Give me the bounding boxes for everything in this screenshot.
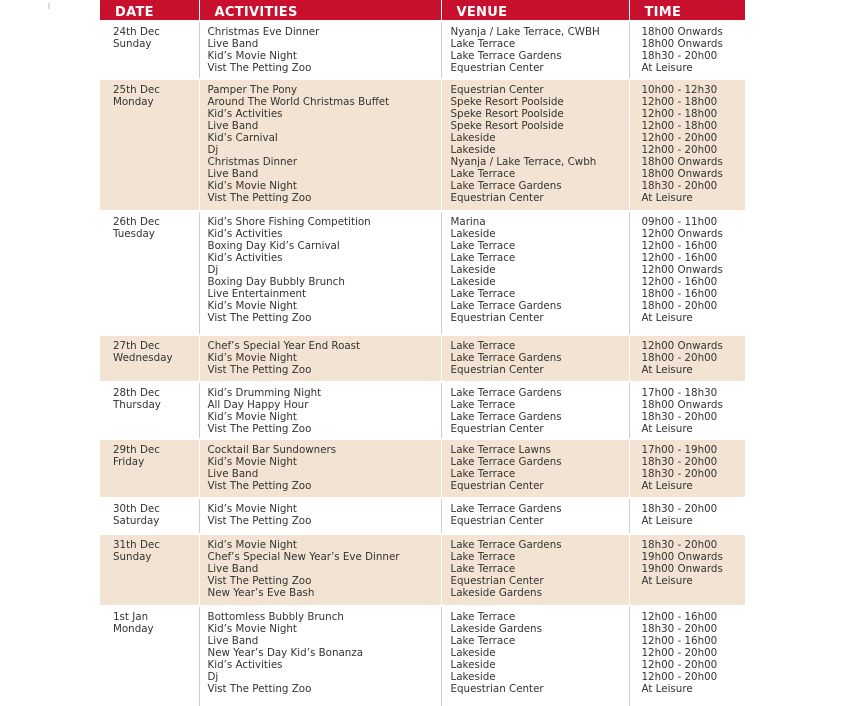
time-item: 12h00 - 18h00 <box>641 120 718 132</box>
activities-cell <box>199 211 441 335</box>
day-weekday: Monday <box>113 623 154 635</box>
activity-item: Chef’s Special New Year’s Eve Dinner <box>207 551 400 563</box>
day-weekday: Wednesday <box>113 352 173 364</box>
table-row <box>100 211 745 335</box>
time-item: 18h00 Onwards <box>641 168 723 180</box>
venue-item: Lakeside Gardens <box>450 623 542 635</box>
time-item: 12h00 - 16h00 <box>641 252 718 264</box>
venue-item: Lake Terrace Gardens <box>450 503 562 515</box>
time-item: 12h00 - 20h00 <box>641 647 718 659</box>
time-item: At Leisure <box>641 62 693 74</box>
venue-item: Lakeside <box>450 264 496 276</box>
time-item: 18h30 - 20h00 <box>641 50 718 62</box>
venue-cell <box>441 534 629 606</box>
venue-item: Equestrian Center <box>450 575 544 587</box>
time-cell <box>629 439 745 498</box>
activity-item: Kid’s Activities <box>207 228 283 240</box>
day-weekday: Monday <box>113 96 154 108</box>
time-item: 09h00 - 11h00 <box>641 216 718 228</box>
time-item: 18h00 - 20h00 <box>641 352 718 364</box>
activity-item: Pamper The Pony <box>207 84 298 96</box>
table-row <box>100 606 745 706</box>
activity-item: Kid’s Activities <box>207 252 283 264</box>
table-row <box>100 439 745 498</box>
venue-item: Lake Terrace Gardens <box>450 300 562 312</box>
activity-item: Vist The Petting Zoo <box>207 312 312 324</box>
time-item: 19h00 Onwards <box>641 551 723 563</box>
time-item: 12h00 - 18h00 <box>641 108 718 120</box>
time-item: 12h00 - 20h00 <box>641 132 718 144</box>
time-cell <box>629 534 745 606</box>
venue-item: Lake Terrace Gardens <box>450 387 562 399</box>
time-item: 18h00 - 20h00 <box>641 300 718 312</box>
venue-item: Lake Terrace <box>450 240 516 252</box>
time-item: At Leisure <box>641 575 693 587</box>
date-cell <box>100 439 199 498</box>
activity-item: Kid’s Carnival <box>207 132 278 144</box>
date-cell <box>100 382 199 439</box>
time-item: 18h30 - 20h00 <box>641 623 718 635</box>
day-weekday: Sunday <box>113 38 152 50</box>
time-item: At Leisure <box>641 192 693 204</box>
activity-item: Vist The Petting Zoo <box>207 423 312 435</box>
date-cell <box>100 21 199 79</box>
venue-item: Lakeside <box>450 659 496 671</box>
activity-item: Kid’s Shore Fishing Competition <box>207 216 371 228</box>
venue-item: Lake Terrace <box>450 468 516 480</box>
time-item: 10h00 - 12h30 <box>641 84 718 96</box>
time-cell <box>629 79 745 211</box>
venue-item: Lake Terrace Gardens <box>450 50 562 62</box>
activity-item: Live Band <box>207 468 259 480</box>
activity-item: Kid’s Movie Night <box>207 180 297 192</box>
activity-item: Kid’s Movie Night <box>207 503 297 515</box>
activity-item: Christmas Eve Dinner <box>207 26 320 38</box>
time-item: 12h00 - 16h00 <box>641 635 718 647</box>
activity-item: Kid’s Movie Night <box>207 623 297 635</box>
day-weekday: Saturday <box>113 515 160 527</box>
time-item: 12h00 Onwards <box>641 228 723 240</box>
table-row <box>100 79 745 211</box>
activity-item: Kid’s Activities <box>207 108 283 120</box>
venue-item: Lake Terrace Gardens <box>450 411 562 423</box>
table-row <box>100 498 745 534</box>
venue-item: Speke Resort Poolside <box>450 108 564 120</box>
activities-cell <box>199 382 441 439</box>
venue-item: Lake Terrace <box>450 551 516 563</box>
venue-cell <box>441 382 629 439</box>
venue-item: Lakeside <box>450 671 496 683</box>
time-item: 12h00 - 20h00 <box>641 144 718 156</box>
venue-item: Speke Resort Poolside <box>450 96 564 108</box>
venue-item: Equestrian Center <box>450 423 544 435</box>
venue-cell <box>441 335 629 382</box>
day-weekday: Sunday <box>113 551 152 563</box>
time-item: At Leisure <box>641 515 693 527</box>
activity-item: Live Band <box>207 635 259 647</box>
time-item: 18h30 - 20h00 <box>641 411 718 423</box>
venue-cell <box>441 211 629 335</box>
time-item: 17h00 - 19h00 <box>641 444 718 456</box>
venue-item: Equestrian Center <box>450 683 544 695</box>
activity-item: Live Band <box>207 38 259 50</box>
activity-item: Kid’s Movie Night <box>207 50 297 62</box>
activity-item: Vist The Petting Zoo <box>207 480 312 492</box>
time-item: At Leisure <box>641 364 693 376</box>
venue-item: Lakeside <box>450 144 496 156</box>
time-item: 12h00 - 16h00 <box>641 611 718 623</box>
table-header-row <box>100 0 745 21</box>
activity-item: Dj <box>207 144 219 156</box>
venue-item: Equestrian Center <box>450 312 544 324</box>
activity-item: Live Band <box>207 563 259 575</box>
activity-item: Kid’s Activities <box>207 659 283 671</box>
day-date: 28th Dec <box>113 387 160 399</box>
activity-item: Live Band <box>207 168 259 180</box>
date-cell <box>100 498 199 534</box>
activity-item: Christmas Dinner <box>207 156 298 168</box>
time-item: 12h00 - 20h00 <box>641 671 718 683</box>
header-date: DATE <box>100 0 199 21</box>
time-item: At Leisure <box>641 683 693 695</box>
activity-item: Cocktail Bar Sundowners <box>207 444 337 456</box>
activity-item: Vist The Petting Zoo <box>207 364 312 376</box>
venue-item: Lake Terrace <box>450 340 516 352</box>
time-cell <box>629 382 745 439</box>
table-row <box>100 21 745 79</box>
activity-item: Kid’s Movie Night <box>207 411 297 423</box>
activities-cell <box>199 498 441 534</box>
time-item: 12h00 Onwards <box>641 340 723 352</box>
venue-item: Lake Terrace <box>450 611 516 623</box>
date-cell <box>100 79 199 211</box>
time-item: 18h30 - 20h00 <box>641 180 718 192</box>
day-date: 30th Dec <box>113 503 160 515</box>
venue-item: Lake Terrace <box>450 635 516 647</box>
table-row <box>100 534 745 606</box>
venue-item: Lakeside <box>450 276 496 288</box>
day-date: 31th Dec <box>113 539 160 551</box>
venue-item: Lake Terrace <box>450 252 516 264</box>
activity-item: Bottomless Bubbly Brunch <box>207 611 344 623</box>
time-cell <box>629 335 745 382</box>
holiday-schedule-table <box>100 0 745 706</box>
venue-cell <box>441 79 629 211</box>
venue-item: Lake Terrace Gardens <box>450 456 562 468</box>
activity-item: Boxing Day Kid’s Carnival <box>207 240 340 252</box>
venue-item: Lakeside <box>450 132 496 144</box>
venue-item: Lake Terrace <box>450 38 516 50</box>
activities-cell <box>199 21 441 79</box>
time-item: 12h00 - 18h00 <box>641 96 718 108</box>
time-item: 18h30 - 20h00 <box>641 456 718 468</box>
day-date: 25th Dec <box>113 84 160 96</box>
time-item: 19h00 Onwards <box>641 563 723 575</box>
time-item: 17h00 - 18h30 <box>641 387 718 399</box>
date-cell <box>100 534 199 606</box>
activity-item: Kid’s Movie Night <box>207 456 297 468</box>
venue-item: Marina <box>450 216 486 228</box>
activity-item: Around The World Christmas Buffet <box>207 96 390 108</box>
venue-item: Lakeside Gardens <box>450 587 542 599</box>
venue-item: Equestrian Center <box>450 62 544 74</box>
activity-item: Dj <box>207 671 219 683</box>
time-cell <box>629 211 745 335</box>
day-date: 27th Dec <box>113 340 160 352</box>
activity-item: Vist The Petting Zoo <box>207 575 312 587</box>
time-cell <box>629 21 745 79</box>
time-item: 12h00 - 16h00 <box>641 276 718 288</box>
day-date: 26th Dec <box>113 216 160 228</box>
day-date: 24th Dec <box>113 26 160 38</box>
time-item: 12h00 Onwards <box>641 264 723 276</box>
activity-item: Kid’s Movie Night <box>207 300 297 312</box>
activities-cell <box>199 439 441 498</box>
activities-cell <box>199 335 441 382</box>
venue-item: Nyanja / Lake Terrace, CWBH <box>450 26 600 38</box>
venue-item: Equestrian Center <box>450 364 544 376</box>
venue-item: Equestrian Center <box>450 84 544 96</box>
table-row <box>100 382 745 439</box>
activities-cell <box>199 534 441 606</box>
venue-item: Lake Terrace <box>450 168 516 180</box>
venue-cell <box>441 439 629 498</box>
activity-item: All Day Happy Hour <box>207 399 309 411</box>
day-weekday: Tuesday <box>113 228 155 240</box>
time-item: 12h00 - 16h00 <box>641 240 718 252</box>
time-item: 18h30 - 20h00 <box>641 503 718 515</box>
venue-item: Lake Terrace <box>450 399 516 411</box>
activity-item: Vist The Petting Zoo <box>207 62 312 74</box>
time-item: 18h30 - 20h00 <box>641 539 718 551</box>
time-item: At Leisure <box>641 480 693 492</box>
venue-item: Lakeside <box>450 647 496 659</box>
venue-cell <box>441 21 629 79</box>
venue-item: Equestrian Center <box>450 480 544 492</box>
venue-item: Lakeside <box>450 228 496 240</box>
activity-item: Live Entertainment <box>207 288 307 300</box>
activity-item: Vist The Petting Zoo <box>207 683 312 695</box>
activity-item: Chef’s Special Year End Roast <box>207 340 361 352</box>
time-item: 18h00 Onwards <box>641 156 723 168</box>
activity-item: Kid’s Drumming Night <box>207 387 322 399</box>
venue-item: Lake Terrace Gardens <box>450 539 562 551</box>
venue-cell <box>441 606 629 706</box>
activity-item: Boxing Day Bubbly Brunch <box>207 276 345 288</box>
time-item: At Leisure <box>641 312 693 324</box>
time-item: 12h00 - 20h00 <box>641 659 718 671</box>
venue-item: Lake Terrace Lawns <box>450 444 551 456</box>
header-time: TIME <box>629 0 745 21</box>
venue-cell <box>441 498 629 534</box>
date-cell <box>100 606 199 706</box>
venue-item: Lake Terrace <box>450 563 516 575</box>
venue-item: Lake Terrace <box>450 288 516 300</box>
activity-item: Vist The Petting Zoo <box>207 192 312 204</box>
venue-item: Equestrian Center <box>450 515 544 527</box>
day-weekday: Thursday <box>113 399 161 411</box>
activity-item: Kid’s Movie Night <box>207 352 297 364</box>
date-cell <box>100 211 199 335</box>
activities-cell <box>199 606 441 706</box>
venue-item: Nyanja / Lake Terrace, Cwbh <box>450 156 597 168</box>
activity-item: New Year’s Eve Bash <box>207 587 315 599</box>
schedule-body <box>100 21 745 706</box>
activity-item: Vist The Petting Zoo <box>207 515 312 527</box>
venue-item: Speke Resort Poolside <box>450 120 564 132</box>
time-cell <box>629 606 745 706</box>
date-cell <box>100 335 199 382</box>
time-item: 18h00 - 16h00 <box>641 288 718 300</box>
day-weekday: Friday <box>113 456 145 468</box>
time-item: 18h00 Onwards <box>641 38 723 50</box>
day-date: 1st Jan <box>113 611 149 623</box>
day-date: 29th Dec <box>113 444 160 456</box>
time-item: 18h00 Onwards <box>641 399 723 411</box>
activity-item: Live Band <box>207 120 259 132</box>
time-item: At Leisure <box>641 423 693 435</box>
time-item: 18h30 - 20h00 <box>641 468 718 480</box>
venue-item: Lake Terrace Gardens <box>450 180 562 192</box>
venue-item: Equestrian Center <box>450 192 544 204</box>
activity-item: Kid’s Movie Night <box>207 539 297 551</box>
table-row <box>100 335 745 382</box>
activities-cell <box>199 79 441 211</box>
venue-item: Lake Terrace Gardens <box>450 352 562 364</box>
header-activities: ACTIVITIES <box>199 0 441 21</box>
page-corner-mark <box>48 3 50 9</box>
header-venue: VENUE <box>441 0 629 21</box>
time-cell <box>629 498 745 534</box>
activity-item: New Year’s Day Kid’s Bonanza <box>207 647 364 659</box>
activity-item: Dj <box>207 264 219 276</box>
time-item: 18h00 Onwards <box>641 26 723 38</box>
